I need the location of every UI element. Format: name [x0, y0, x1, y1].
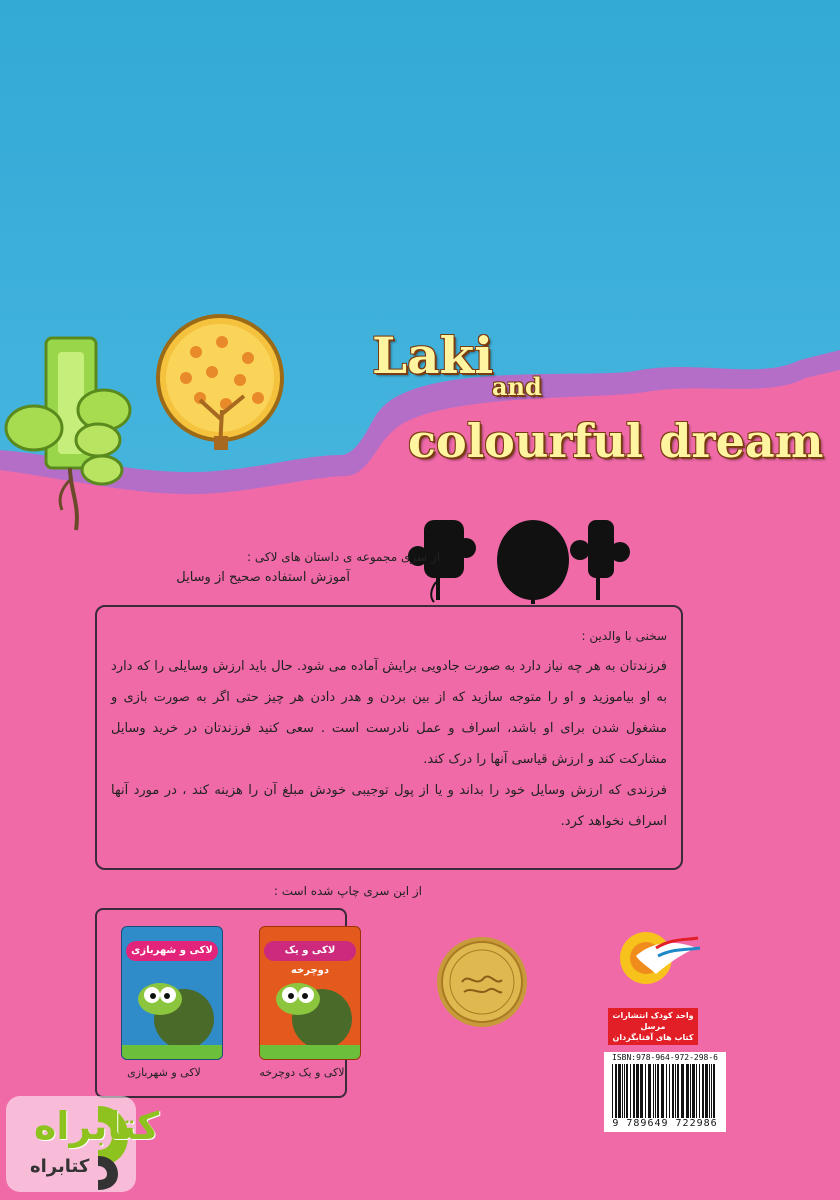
barcode-bar	[699, 1064, 700, 1118]
book-cover-title: لاکی و یک دوچرخه	[264, 941, 356, 961]
book-cover-amusement-park	[121, 926, 223, 1060]
barcode-bar	[633, 1064, 635, 1118]
barcode-bar	[686, 1064, 689, 1118]
parent-message-body	[111, 651, 667, 837]
watermark-text-small: کتابراه	[30, 1156, 90, 1177]
barcode-bar	[645, 1064, 646, 1118]
barcode-bar	[655, 1064, 656, 1118]
barcode-bars	[610, 1064, 720, 1118]
series-intro-text: از سری مجموعه ی داستان های لاکی :	[247, 550, 440, 564]
barcode-bar	[630, 1064, 631, 1118]
barcode-bar	[705, 1064, 708, 1118]
barcode-bar	[675, 1064, 676, 1118]
barcode-bar	[615, 1064, 617, 1118]
barcode-bar	[624, 1064, 625, 1118]
barcode-bar	[696, 1064, 697, 1118]
barcode-bar	[622, 1064, 623, 1118]
barcode-bar	[636, 1064, 639, 1118]
barcode-bar	[690, 1064, 691, 1118]
barcode-bar	[672, 1064, 674, 1118]
barcode-bar	[711, 1064, 712, 1118]
barcode-bar	[709, 1064, 710, 1118]
parent-message-heading: سخنی با والدین :	[581, 629, 667, 643]
title-and: and	[492, 372, 542, 401]
barcode-bar	[677, 1064, 679, 1118]
watermark-text-large: کتابراه	[34, 1104, 160, 1148]
parent-message-box	[95, 605, 683, 870]
parent-message-paragraph-1: فرزندتان به هر چه نیاز دارد به صورت جادویی برایش آماده می شود. حال باید ارزش وسایلی را که دارد به او بیاموزید و او را متوجه سازید که از بین بردن و هدر دادن هر چیز حتی اگر به صورت بازی و مشغول شدن برای او باشد، اسراف و عمل نادرست است . سعی کنید فرزندتان در خرید وسایل مشارکت کند و ارزش قیاسی آنها را درک کند.	[111, 659, 667, 767]
sunflower-publisher-logo	[616, 918, 702, 1006]
publisher-label-line-1: واحد کودک انتشارات مرسل	[612, 1011, 694, 1031]
barcode-bar	[681, 1064, 684, 1118]
title-laki: Laki	[372, 326, 494, 385]
publisher-label	[608, 1008, 698, 1045]
isbn-number: ISBN:978-964-972-298-6	[612, 1053, 718, 1062]
barcode-bar	[612, 1064, 613, 1118]
book-cover-title: لاکی و شهربازی	[126, 941, 218, 961]
book-caption-amusement-park: لاکی و شهربازی	[127, 1066, 201, 1079]
barcode-bar	[713, 1064, 715, 1118]
title-colourful-dream: colourful dream	[408, 414, 824, 468]
barcode-bar	[702, 1064, 704, 1118]
barcode-bar	[640, 1064, 643, 1118]
gold-coin-emblem	[436, 936, 528, 1028]
barcode-bar	[661, 1064, 664, 1118]
book-cover-bicycle	[259, 926, 361, 1060]
barcode-bar	[657, 1064, 659, 1118]
book-caption-bicycle: لاکی و یک دوچرخه	[259, 1066, 345, 1079]
barcode-bar	[618, 1064, 621, 1118]
printed-series-label: از این سری چاپ شده است :	[273, 884, 422, 898]
parent-message-paragraph-2: فرزندی که ارزش وسایل خود را بداند و یا از پول توجیبی خودش مبلغ آن را هزینه کند ، در مورد آنها اسراف نخواهد کرد.	[111, 783, 667, 829]
barcode-bar	[692, 1064, 695, 1118]
barcode-bar	[669, 1064, 670, 1118]
series-topic-text: آموزش استفاده صحیح از وسایل	[176, 570, 350, 585]
printed-books-box	[95, 908, 347, 1098]
barcode-bar	[653, 1064, 654, 1118]
barcode-bar	[648, 1064, 651, 1118]
barcode	[604, 1052, 726, 1132]
publisher-label-line-2: کتاب های آفتابگردان	[612, 1033, 694, 1042]
barcode-bar	[626, 1064, 628, 1118]
barcode-bar	[666, 1064, 667, 1118]
barcode-digits: 9 789649 722986	[612, 1118, 718, 1129]
